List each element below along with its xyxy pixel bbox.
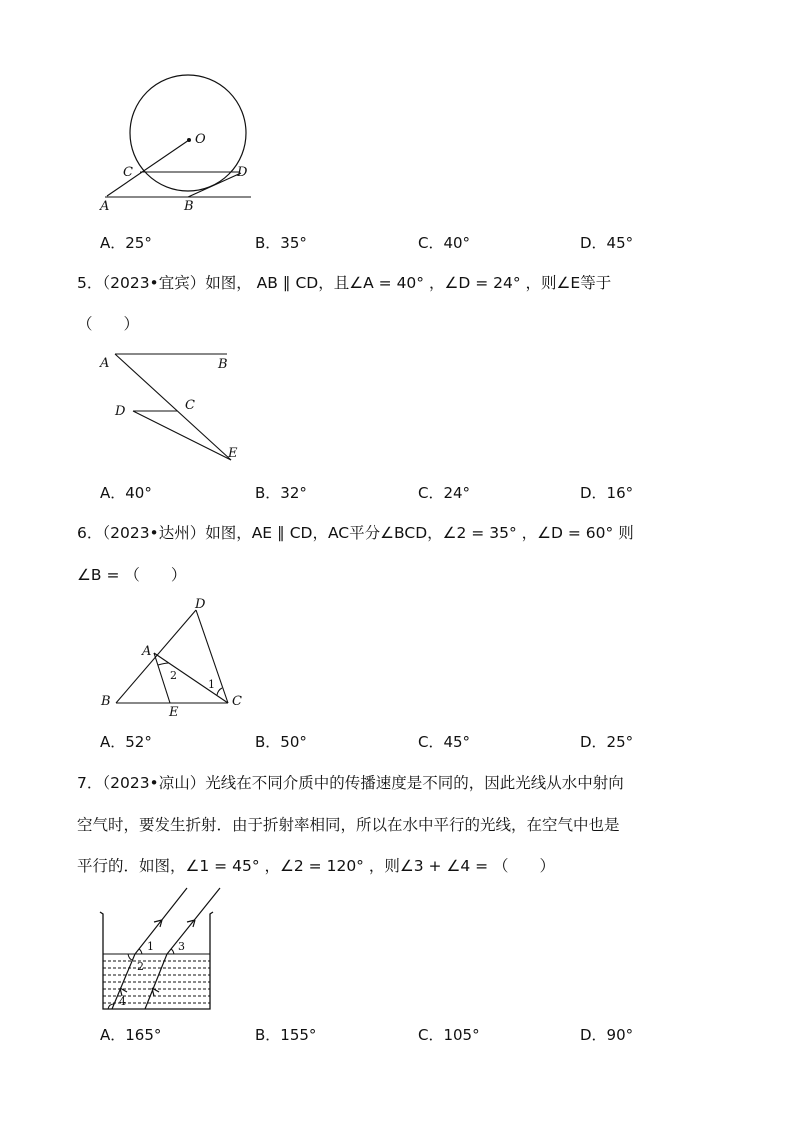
- label-a: A: [100, 199, 110, 214]
- q6-option-c[interactable]: C．45°: [418, 733, 471, 751]
- label-c: C: [185, 398, 195, 413]
- angle-1-label: 1: [147, 940, 154, 953]
- angle-2-arc: [158, 663, 169, 665]
- label-d: D: [195, 597, 206, 612]
- angle-1-arc: [217, 688, 222, 695]
- angle-3-label: 3: [178, 940, 185, 953]
- q5-stem-line2: （ ）: [77, 315, 140, 333]
- q5-option-d[interactable]: D．16°: [580, 484, 634, 502]
- q5-option-a[interactable]: A．40°: [100, 484, 152, 502]
- label-a: A: [100, 356, 110, 371]
- q5-stem-line1: 5．（2023•宜宾）如图， AB ∥ CD，且∠A = 40° ，∠D = 24° ，则∠E等于: [77, 274, 612, 292]
- label-e: E: [169, 705, 179, 720]
- q7-stem-line2: 空气时，要发生折射．由于折射率相同，所以在水中平行的光线，在空气中也是: [77, 816, 620, 834]
- label-e: E: [228, 446, 238, 461]
- label-d: D: [237, 165, 248, 180]
- q4-option-d[interactable]: D．45°: [580, 234, 634, 252]
- q6-option-a[interactable]: A．52°: [100, 733, 152, 751]
- line-ae: [154, 653, 170, 703]
- beaker-refraction-figure: [95, 880, 235, 1015]
- label-c: C: [123, 165, 133, 180]
- angle-2-label: 2: [137, 960, 144, 973]
- q7-option-b[interactable]: B．155°: [255, 1026, 317, 1044]
- label-a: A: [142, 644, 152, 659]
- q6-option-d[interactable]: D．25°: [580, 733, 634, 751]
- q7-option-d[interactable]: D．90°: [580, 1026, 634, 1044]
- q6-stem-line2: ∠B = （ ）: [77, 566, 187, 584]
- label-c: C: [232, 694, 242, 709]
- q5-option-b[interactable]: B．32°: [255, 484, 307, 502]
- angle-1-arc: [139, 949, 142, 954]
- segment-ac: [107, 140, 189, 196]
- triangle-figure: [95, 595, 255, 720]
- segment-bd: [188, 173, 241, 197]
- q6-stem-line1: 6．（2023•达州）如图，AE ∥ CD，AC平分∠BCD，∠2 = 35° ，∠D = 60° 则: [77, 524, 634, 542]
- label-b: B: [218, 357, 228, 372]
- q7-option-c[interactable]: C．105°: [418, 1026, 480, 1044]
- label-o: O: [195, 132, 206, 147]
- angle-1-label: 1: [208, 678, 215, 691]
- angle-3-arc: [171, 949, 174, 954]
- q6-option-b[interactable]: B．50°: [255, 733, 307, 751]
- circle-o: [130, 75, 246, 191]
- center-dot: [187, 138, 191, 142]
- angle-4-label: 4: [119, 995, 126, 1008]
- label-b: B: [101, 694, 111, 709]
- line-bd: [116, 610, 196, 703]
- circle-figure: [95, 65, 265, 215]
- angle-2-arc: [128, 954, 132, 960]
- line-de: [133, 411, 231, 460]
- q4-option-b[interactable]: B．35°: [255, 234, 307, 252]
- q5-option-c[interactable]: C．24°: [418, 484, 471, 502]
- z-shape-figure: [95, 345, 255, 470]
- label-d: D: [115, 404, 126, 419]
- line-ae: [115, 354, 231, 460]
- line-ac: [154, 653, 228, 703]
- q7-option-a[interactable]: A．165°: [100, 1026, 162, 1044]
- q7-stem-line3: 平行的．如图，∠1 = 45° ，∠2 = 120° ，则∠3 + ∠4 = （ ）: [77, 857, 556, 875]
- label-b: B: [184, 199, 194, 214]
- angle-2-label: 2: [170, 669, 177, 682]
- q7-stem-line1: 7．（2023•凉山）光线在不同介质中的传播速度是不同的，因此光线从水中射向: [77, 774, 624, 792]
- q4-option-c[interactable]: C．40°: [418, 234, 471, 252]
- q4-option-a[interactable]: A．25°: [100, 234, 152, 252]
